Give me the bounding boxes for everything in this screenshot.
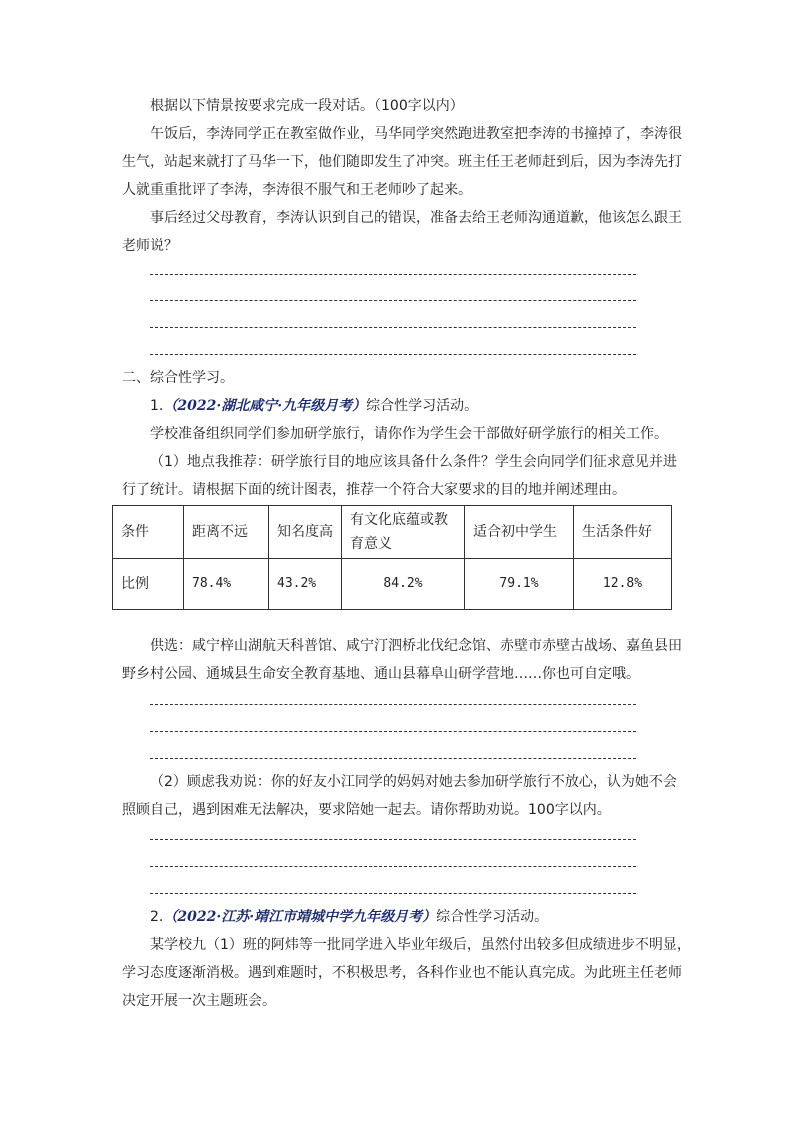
q1-title: 综合性学习活动。 (366, 398, 479, 414)
scenario-line: 午饭后，李涛同学正在教室做作业，马华同学突然跑进教室把李涛的书撞掉了，李涛很 (150, 126, 682, 142)
table-header-row (113, 506, 672, 559)
table-cell: 84.2% (342, 559, 465, 610)
q2-line: 决定开展一次主题班会。 (122, 993, 276, 1009)
q2-source: （2022·江苏·靖江市靖城中学九年级月考） (163, 909, 437, 925)
section-heading: 二、综合性学习。 (122, 370, 234, 386)
answer-blank-line (150, 866, 636, 867)
answer-blank-line (150, 354, 636, 355)
table-cell: 79.1% (465, 559, 574, 610)
answer-blank-line (150, 758, 636, 759)
q2-number: 2. (150, 909, 164, 925)
answer-blank-line (150, 704, 636, 705)
q2-title: 综合性学习活动。 (436, 909, 549, 925)
part1-line: （1）地点我推荐：研学旅行目的地应该具备什么条件？学生会向同学们征求意见并进 (150, 454, 677, 470)
header-wrap-line: 育意义 (350, 536, 392, 552)
question-line: 事后经过父母教育，李涛认识到自己的错误，准备去给王老师沟通道歉，他该怎么跟王 (150, 210, 682, 226)
options-line: 供选：咸宁梓山湖航天科普馆、咸宁汀泗桥北伐纪念馆、赤壁市赤壁古战场、嘉鱼县田 (150, 638, 682, 654)
table-cell: 43.2% (269, 559, 342, 610)
answer-blank-line (150, 327, 636, 328)
answer-blank-line (150, 300, 636, 301)
table-header-cell: 距离不远 (184, 506, 269, 559)
scenario-line: 生气，站起来就打了马华一下，他们随即发生了冲突。班主任王老师赶到后，因为李涛先打 (122, 154, 682, 170)
table-row (113, 559, 672, 610)
table-header-cell: 生活条件好 (574, 506, 672, 559)
q2-heading (150, 907, 548, 927)
header-wrap-line: 有文化底蕴或教 (350, 512, 448, 528)
options-line: 野乡村公园、通城县生命安全教育基地、通山县幕阜山研学营地……你也可自定哦。 (122, 666, 640, 682)
q2-line: 某学校九（1）班的阿炜等一批同学进入毕业年级后，虽然付出较多但成绩进步不明显， (150, 937, 691, 953)
part1-line: 行了统计。请根据下面的统计图表，推荐一个符合大家要求的目的地并阐述理由。 (122, 482, 626, 498)
part2-line: 照顾自己，遇到困难无法解决，要求陪她一起去。请你帮助劝说。100字以内。 (122, 802, 611, 818)
table-header-cell (342, 506, 465, 559)
table-header-cell: 条件 (113, 506, 184, 559)
table-row-label: 比例 (113, 559, 184, 610)
q1-intro: 学校准备组织同学们参加研学旅行，请你作为学生会干部做好研学旅行的相关工作。 (150, 426, 668, 442)
scenario-line: 人就重重批评了李涛，李涛很不服气和王老师吵了起来。 (122, 182, 472, 198)
q1-heading (150, 396, 478, 416)
answer-blank-line (150, 731, 636, 732)
table-header-cell: 知名度高 (269, 506, 342, 559)
q1-number: 1. (150, 398, 164, 414)
table-header-cell: 适合初中学生 (465, 506, 574, 559)
answer-blank-line (150, 274, 636, 275)
answer-blank-line (150, 893, 636, 894)
table-cell: 12.8% (574, 559, 672, 610)
q1-source: （2022·湖北咸宁·九年级月考） (163, 398, 367, 414)
answer-blank-line (150, 839, 636, 840)
question-line: 老师说？ (122, 238, 178, 254)
statistics-table (112, 505, 672, 610)
table-cell: 78.4% (184, 559, 269, 610)
part2-line: （2）顾虑我劝说：你的好友小江同学的妈妈对她去参加研学旅行不放心，认为她不会 (150, 774, 677, 790)
q2-line: 学习态度逐渐消极。遇到难题时，不积极思考，各科作业也不能认真完成。为此班主任老师 (122, 965, 682, 981)
dialogue-prompt: 根据以下情景按要求完成一段对话。（100字以内） (150, 98, 464, 114)
